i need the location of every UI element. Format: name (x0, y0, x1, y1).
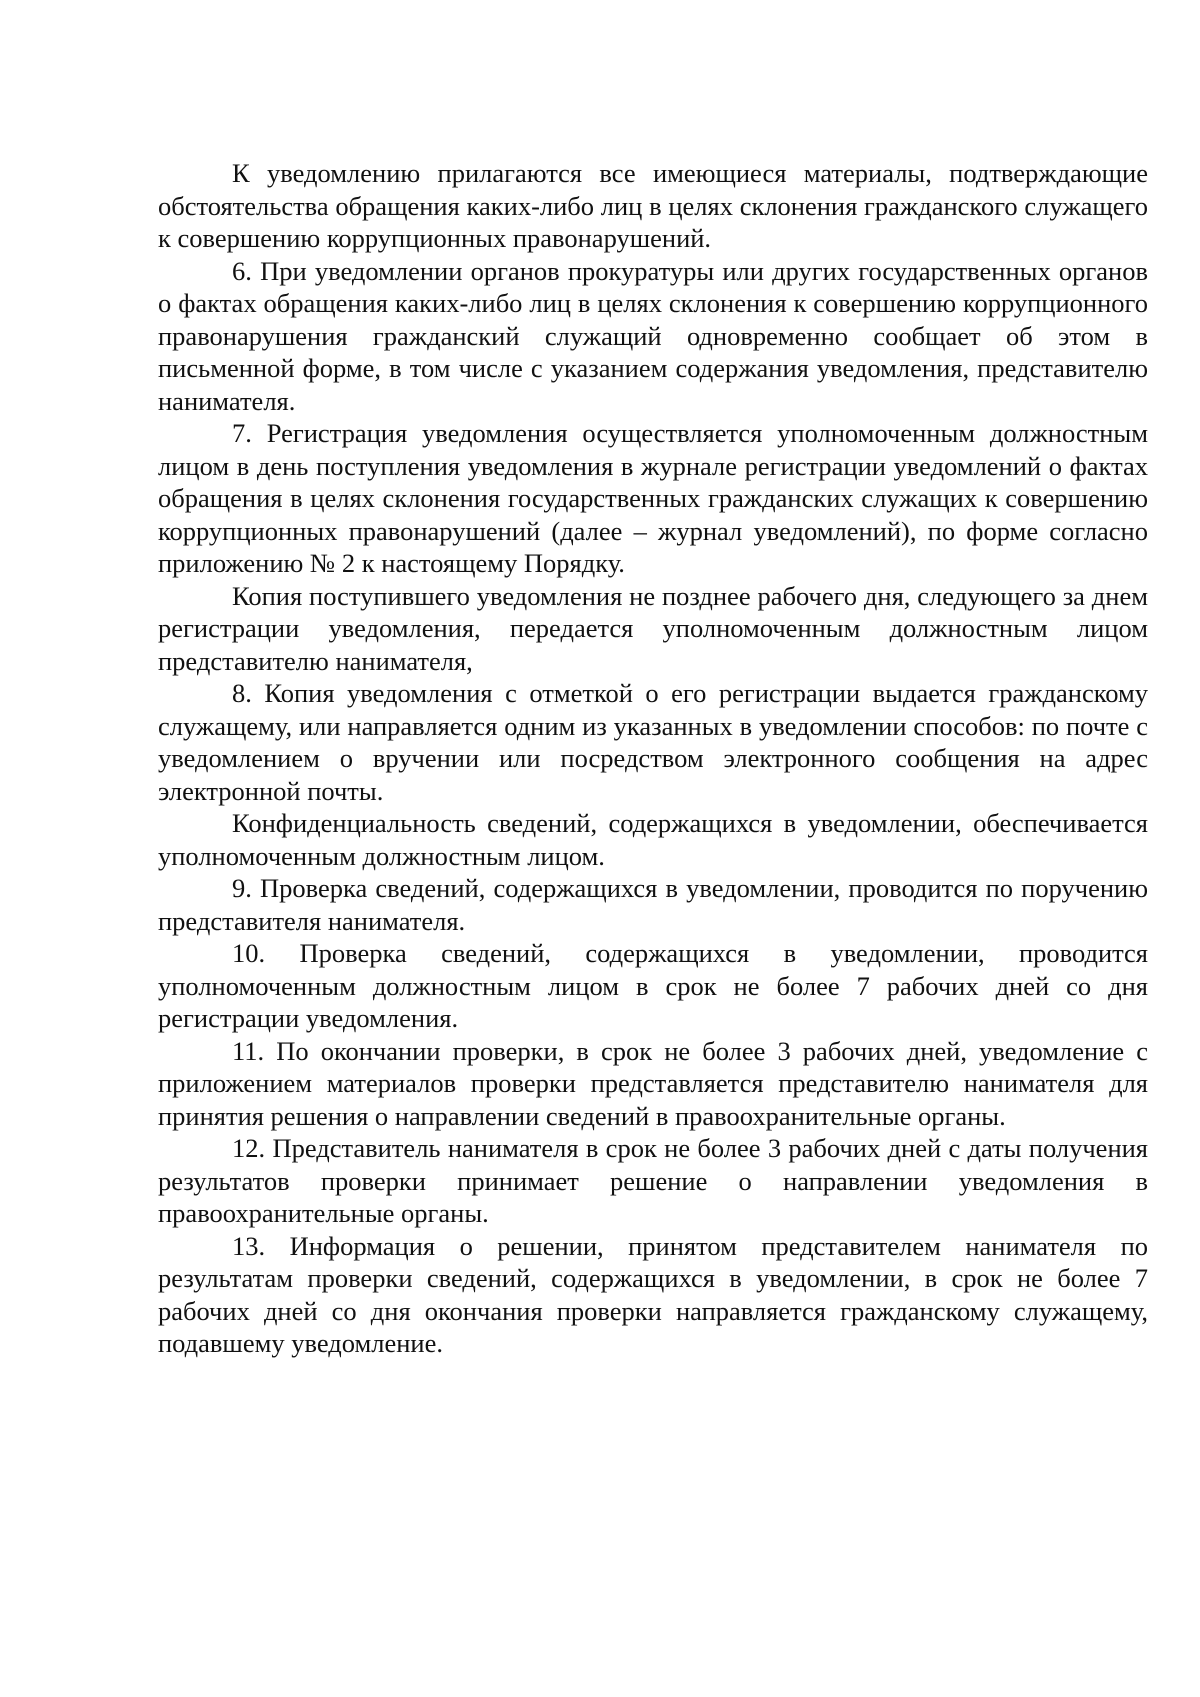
paragraph-confidentiality: Конфиденциальность сведений, содержащихся в уведомлении, обеспечивается уполномоченным должностным лицом. (158, 808, 1148, 871)
paragraph-11: 11. По окончании проверки, в срок не более 3 рабочих дней, уведомление с приложением материалов проверки представляется представителю нанимателя для принятия решения о направлении сведений в правоохранительные органы. (158, 1035, 1148, 1131)
document-body (158, 157, 1148, 1360)
paragraph-10: 10. Проверка сведений, содержащихся в уведомлении, проводится уполномоченным должностным лицом в срок не более 7 рабочих дней со дня регистрации уведомления. (158, 938, 1148, 1033)
paragraph-12: 12. Представитель нанимателя в срок не более 3 рабочих дней с даты получения результатов проверки принимает решение о направлении уведомления в правоохранительные органы. (158, 1133, 1148, 1228)
paragraph-copy-transfer: Копия поступившего уведомления не позднее рабочего дня, следующего за днем регистрации уведомления, передается уполномоченным должностным лицом представителю нанимателя, (158, 580, 1148, 676)
paragraph-6: 6. При уведомлении органов прокуратуры или других государственных органов о фактах обращения каких-либо лиц в целях склонения к совершению коррупционного правонарушения гражданский служащий одновременно сообщает об этом в письменной форме, в том числе с указанием содержания уведомления, представителю нанимателя. (158, 255, 1148, 416)
paragraph-7: 7. Регистрация уведомления осуществляется уполномоченным должностным лицом в день поступления уведомления в журнале регистрации уведомлений о фактах обращения в целях склонения государственных гражданских служащих к совершению коррупционных правонарушений (далее – журнал уведомлений), по форме согласно приложению № 2 к настоящему Порядку. (158, 418, 1148, 578)
paragraph-8: 8. Копия уведомления с отметкой о его регистрации выдается гражданскому служащему, или направляется одним из указанных в уведомлении способов: по почте с уведомлением о вручении или посредством электронного сообщения на адрес электронной почты. (158, 678, 1148, 806)
paragraph-attachments: К уведомлению прилагаются все имеющиеся материалы, подтверждающие обстоятельства обращения каких-либо лиц в целях склонения гражданского служащего к совершению коррупционных правонарушений. (158, 158, 1148, 253)
paragraph-9: 9. Проверка сведений, содержащихся в уведомлении, проводится по поручению представителя нанимателя. (158, 873, 1148, 936)
paragraph-13: 13. Информация о решении, принятом представителем нанимателя по результатам проверки сведений, содержащихся в уведомлении, в срок не более 7 рабочих дней со дня окончания проверки направляется гражданскому служащему, подавшему уведомление. (158, 1230, 1148, 1358)
